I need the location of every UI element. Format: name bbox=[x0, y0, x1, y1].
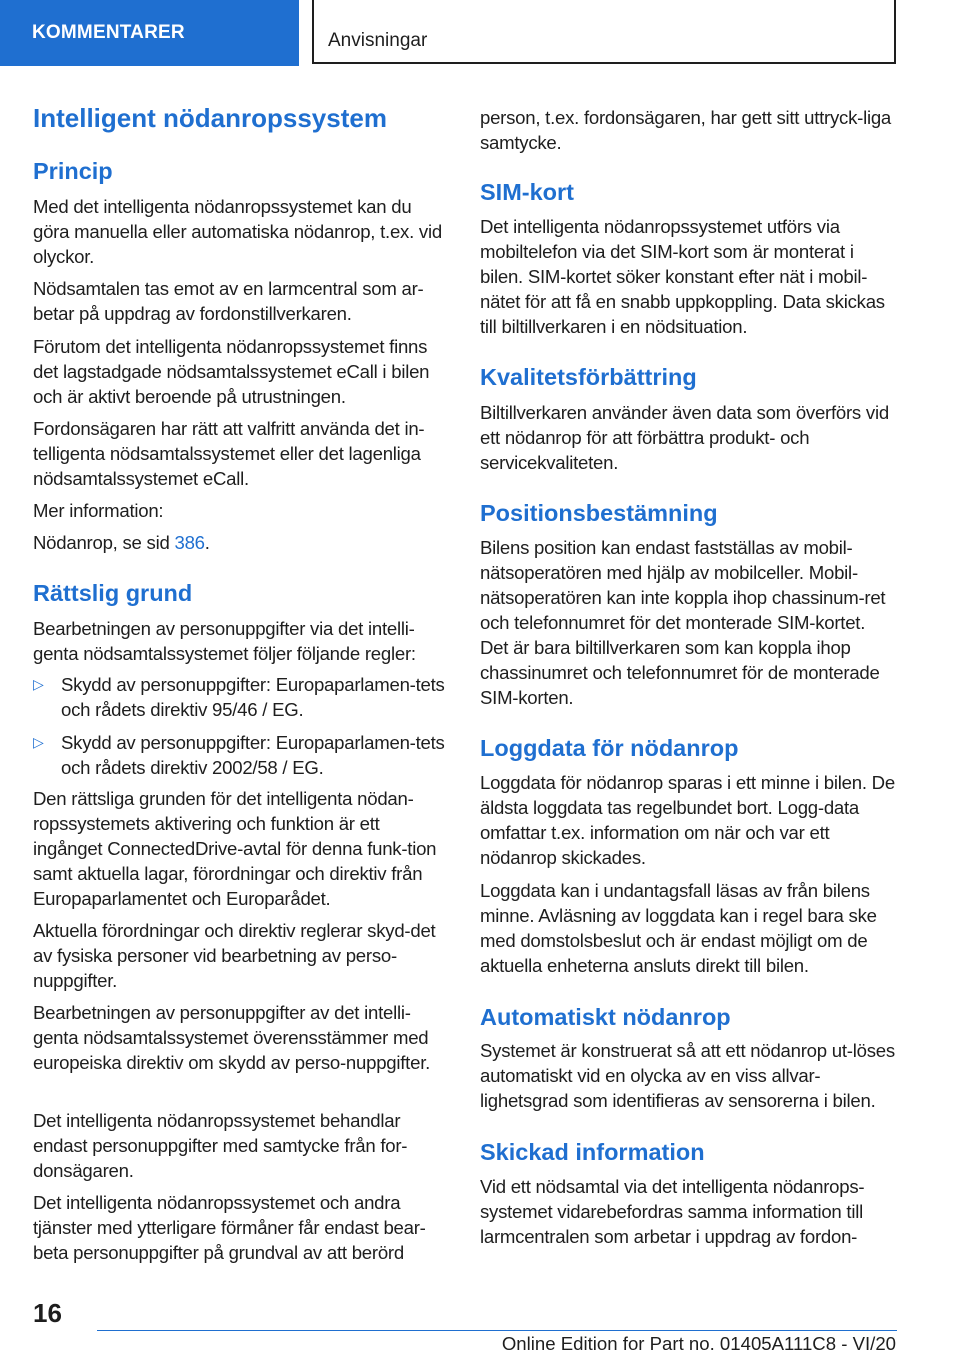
paragraph: Förutom det intelligenta nödanropssystemet finns det lagstadgade nödsamtalssystemet eCall i bilen och är aktivt beroende på utrustningen. bbox=[33, 336, 430, 407]
paragraph: Det intelligenta nödanropssystemet utförs via mobiltelefon via det SIM-kort som är monterat i bilen. SIM-kortet söker konstant efter nät i mobil-nätet för att få en snabb uppkoppling. Data skickas till biltillverkaren i en nödsituation. bbox=[480, 216, 885, 337]
reference-end: . bbox=[204, 532, 210, 553]
paragraph: Med det intelligenta nödanropssystemet kan du göra manuella eller automatiska nödanrop, t.ex. vid olyckor. bbox=[33, 196, 442, 267]
paragraph: Den rättsliga grunden för det intelligenta nödan-ropssystemets aktivering och funktion är ett ingånget ConnectedDrive-avtal för denna funk-tion samt aktuella lagar, förordningar och direktiv från Europaparlamentet och Europarådet. bbox=[33, 788, 437, 909]
paragraph: Bearbetningen av personuppgifter via det intelli-genta nödsamtalssystemet följer följande regler: bbox=[33, 618, 416, 664]
heading-automatiskt-nodanrop: Automatiskt nödanrop bbox=[480, 1004, 731, 1030]
reference-text: Nödanrop, se sid bbox=[33, 532, 175, 553]
heading-princip: Princip bbox=[33, 158, 113, 184]
heading-sim-kort: SIM-kort bbox=[480, 179, 574, 205]
paragraph: Biltillverkaren använder även data som överförs vid ett nödanrop för att förbättra produkt- och servicekvaliteten. bbox=[480, 402, 889, 473]
paragraph: Fordonsägaren har rätt att valfritt använda det in-telligenta nödsamtalssystemet eller det lagenliga nödsamtalssystemet eCall. bbox=[33, 418, 425, 489]
heading-skickad-information: Skickad information bbox=[480, 1139, 705, 1165]
bullet-text: Skydd av personuppgifter: Europaparlamen-tets och rådets direktiv 2002/58 / EG. bbox=[61, 732, 445, 778]
bullet-item bbox=[33, 672, 447, 722]
bullet-item bbox=[33, 730, 447, 780]
bullet-text: Skydd av personuppgifter: Europaparlamen-tets och rådets direktiv 95/46 / EG. bbox=[61, 674, 445, 720]
edition-footer: Online Edition for Part no. 01405A111C8 - VI/20 bbox=[501, 1333, 896, 1354]
paragraph: Bearbetningen av personuppgifter av det intelli-genta nödsamtalssystemet överensstämmer med europeiska direktiv om skydd av perso-nuppgifter. bbox=[33, 1002, 431, 1073]
paragraph: Det intelligenta nödanropssystemet och andra tjänster med ytterligare förmåner får endast bear-beta personuppgifter på grundval av att berörd bbox=[33, 1192, 426, 1263]
heading-positionsbestamning: Positionsbestämning bbox=[480, 500, 718, 526]
paragraph: Systemet är konstruerat så att ett nödanrop ut-löses automatiskt vid en olycka av en viss allvar-lighetsgrad som identifieras av sensorerna i bilen. bbox=[480, 1040, 895, 1111]
subsection-tab: Anvisningar bbox=[312, 0, 896, 64]
paragraph: Mer information: bbox=[33, 500, 164, 521]
paragraph: person, t.ex. fordonsägaren, har gett sitt uttryck-liga samtycke. bbox=[480, 107, 892, 153]
paragraph: Loggdata kan i undantagsfall läsas av från bilens minne. Avläsning av loggdata kan i regel bara ske med domstolsbeslut och är endast möjligt om de aktuella enheterna ansluts direkt till bilen. bbox=[480, 880, 877, 976]
section-tab: KOMMENTARER bbox=[0, 0, 299, 66]
heading-kvalitetsforbattring: Kvalitetsförbättring bbox=[480, 364, 697, 390]
page-header bbox=[0, 0, 960, 66]
triangle-bullet-icon: ▷ bbox=[33, 734, 44, 750]
paragraph: Nödsamtalen tas emot av en larmcentral som ar-betar på uppdrag av fordonstillverkaren. bbox=[33, 278, 424, 324]
footer-divider bbox=[97, 1330, 897, 1331]
triangle-bullet-icon: ▷ bbox=[33, 676, 44, 692]
page-number: 16 bbox=[33, 1298, 62, 1328]
paragraph: Aktuella förordningar och direktiv reglerar skyd-det av fysiska personer vid bearbetning av perso-nuppgifter. bbox=[33, 920, 436, 991]
paragraph: Vid ett nödsamtal via det intelligenta nödanrops-systemet vidarebefordras samma information till larmcentralen som arbetar i uppdrag av fordon- bbox=[480, 1176, 865, 1247]
heading-rattslig-grund: Rättslig grund bbox=[33, 580, 193, 606]
page-reference-link[interactable]: 386 bbox=[174, 532, 205, 553]
paragraph: Bilens position kan endast fastställas av mobil-nätsoperatören med hjälp av mobilceller. Mobil-nätsoperatören kan inte koppla ihop chassinum-ret och telefonnumret för det monterade SIM-kortet. Det är bara biltillverkaren som kan koppla ihop chassinumret och telefonnumret för de monterade SIM-korten. bbox=[480, 537, 886, 708]
page-title: Intelligent nödanropssystem bbox=[33, 103, 387, 133]
reference-line bbox=[33, 530, 447, 555]
paragraph: Det intelligenta nödanropssystemet behandlar endast personuppgifter med samtycke från for-donsägaren. bbox=[33, 1110, 408, 1181]
heading-loggdata: Loggdata för nödanrop bbox=[480, 735, 739, 761]
paragraph: Loggdata för nödanrop sparas i ett minne i bilen. De äldsta loggdata tas regelbundet bort. Logg-data omfattar t.ex. information om när och var ett nödanrop skickades. bbox=[480, 772, 895, 868]
